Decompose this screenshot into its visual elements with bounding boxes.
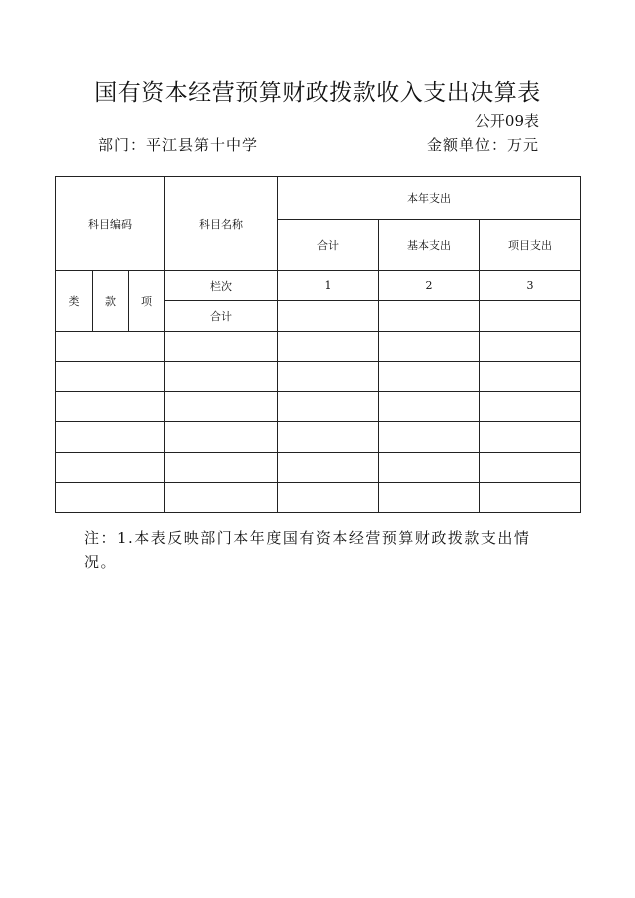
- table-cell: [278, 392, 379, 422]
- table-cell: [165, 422, 278, 453]
- category-kuan-header: 款: [93, 271, 129, 332]
- table-cell: [379, 392, 480, 422]
- form-number: 公开09表: [474, 112, 539, 130]
- table-cell: [56, 483, 165, 513]
- table-cell: [278, 332, 379, 362]
- table-cell: [165, 332, 278, 362]
- table-row: [56, 362, 581, 392]
- column-number-row: [56, 271, 581, 301]
- table-cell: [165, 483, 278, 513]
- table-cell: [379, 332, 480, 362]
- column-number-2: 2: [379, 271, 480, 301]
- total-row-label: 合计: [165, 301, 278, 332]
- table-cell: [278, 422, 379, 453]
- footnote: 注：1.本表反映部门本年度国有资本经营预算财政拨款支出情况。: [84, 529, 531, 571]
- table-cell: [480, 362, 581, 392]
- table-cell: [480, 483, 581, 513]
- table-cell: [480, 453, 581, 483]
- subject-code-header: 科目编码: [56, 177, 165, 271]
- column-number-label: 栏次: [165, 271, 278, 301]
- table-row: [56, 422, 581, 453]
- table-cell: [379, 422, 480, 453]
- table-cell: [379, 362, 480, 392]
- table-cell: [480, 392, 581, 422]
- header-row-1: [56, 177, 581, 220]
- budget-table: [55, 176, 580, 513]
- table-cell: [480, 422, 581, 453]
- department-label: 部门：平江县第十中学: [98, 136, 259, 154]
- category-lei-header: 类: [56, 271, 93, 332]
- table-cell: [379, 301, 480, 332]
- subject-name-header: 科目名称: [165, 177, 278, 271]
- table-cell: [379, 483, 480, 513]
- table-cell: [278, 453, 379, 483]
- table-cell: [165, 453, 278, 483]
- table-cell: [56, 453, 165, 483]
- table-cell: [56, 332, 165, 362]
- current-year-expense-header: 本年支出: [278, 177, 581, 220]
- table-cell: [278, 301, 379, 332]
- table-cell: [56, 392, 165, 422]
- table-cell: [480, 301, 581, 332]
- table-cell: [56, 422, 165, 453]
- table-row: [56, 392, 581, 422]
- project-expense-column-header: 项目支出: [480, 220, 581, 271]
- amount-unit-label: 金额单位：万元: [426, 136, 539, 154]
- total-column-header: 合计: [278, 220, 379, 271]
- table-cell: [165, 392, 278, 422]
- table-cell: [278, 362, 379, 392]
- table-row: [56, 453, 581, 483]
- page-title: 国有资本经营预算财政拨款收入支出决算表: [94, 80, 541, 106]
- table-cell: [165, 362, 278, 392]
- table-cell: [278, 483, 379, 513]
- category-xiang-header: 项: [129, 271, 165, 332]
- table-row: [56, 483, 581, 513]
- column-number-3: 3: [480, 271, 581, 301]
- column-number-1: 1: [278, 271, 379, 301]
- basic-expense-column-header: 基本支出: [379, 220, 480, 271]
- table-row: [56, 332, 581, 362]
- table-cell: [56, 362, 165, 392]
- table-cell: [379, 453, 480, 483]
- table-cell: [480, 332, 581, 362]
